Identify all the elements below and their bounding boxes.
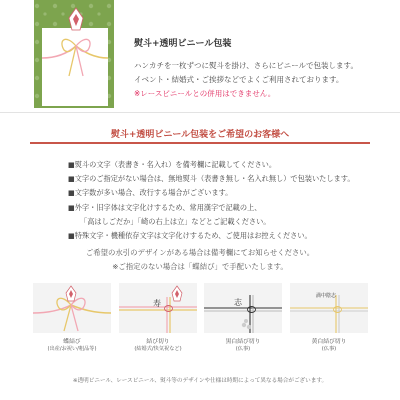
mizuhiki-note — [40, 246, 360, 274]
mizuhiki-name: 蝶結び — [63, 339, 81, 345]
notice-item: 「高はしごだか」「崎の右上は立」などとご記載ください。 — [80, 216, 271, 226]
mizuhiki-omote-text: 満中陰志 — [316, 293, 337, 299]
mizuhiki-card-musubikiri — [119, 283, 197, 352]
mizuhiki-omote-text: 志 — [234, 298, 242, 307]
mizuhiki-musubikiri-image — [119, 283, 197, 333]
mizuhiki-use: (仏事) — [235, 346, 251, 352]
mizuhiki-use: (出産/お祝い/粗品等) — [47, 346, 97, 352]
product-description — [134, 36, 394, 101]
notice-heading: 熨斗+透明ビニール包装をご希望のお客様へ — [110, 130, 290, 140]
mizuhiki-omote-text: 寿 — [153, 299, 161, 308]
mizuhiki-use: (仏事) — [321, 346, 337, 352]
mizuhiki-chomusubi-image — [33, 283, 111, 333]
mizuhiki-kihaku-image — [290, 283, 368, 333]
notice-divider — [30, 142, 370, 144]
notice-item: ■外字・旧字体は文字化けするため、常用漢字で記載の上、 — [68, 202, 262, 212]
notice-item: ■熨斗の文字（表書き・名入れ）を備考欄に記載してください。 — [68, 160, 277, 169]
product-photo — [14, 0, 114, 108]
mizuhiki-name: 結び切り — [146, 339, 170, 345]
product-warning: ※レースビニールとの併用はできません。 — [134, 89, 276, 98]
product-description-line: イベント・結婚式・ご挨拶などでよくご利用されております。 — [134, 75, 344, 84]
mizuhiki-use: (結婚式/快気祝など) — [134, 346, 182, 352]
mizuhiki-card-chomusubi — [33, 283, 111, 352]
mizuhiki-note-line: ご希望の水引のデザインがある場合は備考欄にてお知らせください。 — [85, 248, 315, 257]
mizuhiki-designs — [33, 283, 368, 363]
mizuhiki-card-kihaku — [290, 283, 368, 352]
mizuhiki-kokubyaku-image — [204, 283, 282, 333]
mizuhiki-name: 黒白結び切り — [225, 339, 261, 345]
mizuhiki-name: 黄白結び切り — [311, 339, 347, 345]
notice-item: ■特殊文字・機種依存文字は文字化けするため、ご使用はお控えください。 — [68, 231, 312, 241]
mizuhiki-card-kokubyaku — [204, 283, 282, 352]
notice-item: ■文字数が多い場合、改行する場合がございます。 — [68, 188, 233, 198]
notice-list — [68, 158, 388, 243]
notice-item: ■文字のご指定がない場合は、無地熨斗（表書き無し・名入れ無し）で包装いたします。 — [68, 174, 355, 184]
mizuhiki-note-line: ※ご指定のない場合は「蝶結び」で手配いたします。 — [112, 262, 288, 271]
footnote: ※透明ビニール、レースビニール、熨斗等のデザインや仕様は時期によって異なる場合がございます。 — [72, 378, 328, 384]
product-description-line: ハンカチを一枚ずつに熨斗を掛け、さらにビニールで包装します。 — [134, 61, 358, 70]
product-title: 熨斗+透明ビニール包装 — [134, 39, 232, 49]
